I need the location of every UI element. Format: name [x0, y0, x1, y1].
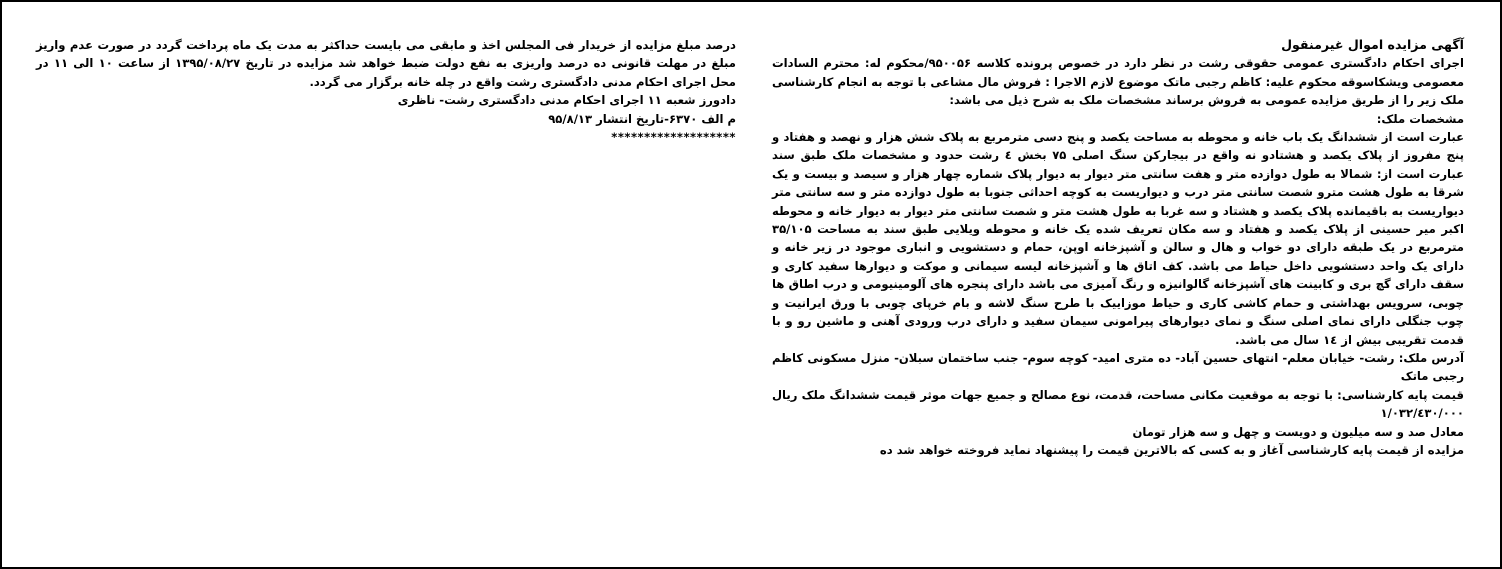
officer-signature-line: دادورز شعبه ۱۱ اجرای احکام مدنی دادگستری رشت- ناظری [397, 93, 736, 108]
property-address-paragraph: آدرس ملک: رشت- خیابان معلم- انتهای حسین آباد- ده متری امید- کوچه سوم- جنب ساختمان سبلان- منزل مسکونی کاظم رجبی ماتک [772, 350, 1464, 384]
notice-left-column [36, 36, 736, 146]
property-description-paragraph: عبارت است از ششدانگ یک باب خانه و محوطه به مساحت یکصد و پنج دسی مترمربع به پلاک شش هزار و نهصد و هفتاد و پنج مفروز از پلاک یکصد و هشتادو نه واقع در بیجارکن سنگ اصلی ۷۵ بخش ٤ رشت حدود و مشخصات ملک طبق سند عبارت است از: شمالا به طول دوازده متر و هفت سانتی متر دیوار به دیوار پلاک شماره چهار هزار و سیصد و بیست و یک شرقا به طول هشت مترو شصت سانتی متر درب و دیواریست به کوچه احداثی جنوبا به طول دوازده متر و سه سانتی متر دیواریست به باقیمانده پلاک یکصد و هشتاد و سه غربا به طول هشت متر و شصت سانتی متر دیوار به دیوار خانه و محوطه اکبر میر حسینی از پلاک یکصد و هفتاد و سه مکان تعریف شده یک خانه و محوطه ویلایی طبق سند به مساحت ۳۵/۱۰۵ مترمربع در یک طبقه دارای دو خواب و هال و سالن و آشپزخانه اوپن، حمام و دستشویی و انباری موجود در زیر خانه و دارای یک واحد دستشویی داخل حیاط می باشد. کف اتاق ها و آشپزخانه لیسه سیمانی و موکت و دیوارها سفید کاری و سقف دارای گچ بری و کابینت های آشپزخانه گالوانیزه و رنگ آمیزی می باشد دارای پنجره های آلومینیومی و درب اطاق ها چوبی، سرویس بهداشتی و حمام کاشی کاری و حیاط موزاییک با طرح سنگ لاشه و بام خرپای چوبی با ورق ایرانیت و چوب جنگلی دارای نمای اصلی سنگ و نمای دیوارهای پیرامونی سیمان سفید و دارای درب ورودی آهنی و ماشین رو و با قدمت تقریبی بیش از ١٤ سال می باشد. [772, 130, 1464, 347]
notice-intro-paragraph: اجرای احکام دادگستری عمومی حقوقی رشت در نظر دارد در خصوص پرونده کلاسه ۹۵۰۰۵۶/محکوم له: محترم السادات معصومی ویشکاسوقه محکوم علیه: کاظم رجبی ماتک موضوع لازم الاجرا : فروش مال مشاعی با توجه به انجام کارشناسی ملک زیر را از طریق مزایده عمومی به فروش برساند مشخصات ملک به شرح ذیل می باشد: [772, 56, 1464, 108]
auction-terms-paragraph: مزایده از قیمت پایه کارشناسی آغاز و به کسی که بالاترین قیمت را پیشنهاد نماید فروخته خواهد شد ده [879, 442, 1464, 457]
payment-terms-paragraph: درصد مبلغ مزایده از خریدار فی المجلس اخذ و مابقی می بایست حداکثر به مدت یک ماه پرداخت گردد در صورت عدم واریز مبلغ در مهلت قانونی ده درصد واریزی به نفع دولت ضبط خواهد شد مزایده در تاریخ ۱۳۹۵/۰۸/۲۷ از ساعت ۱۰ الی ۱۱ در محل اجرای احکام مدنی دادگستری رشت واقع در چله خانه برگزار می گردد. [36, 38, 736, 89]
separator-stars: ******************* [611, 130, 736, 145]
property-specs-heading: مشخصات ملک: [1376, 111, 1464, 126]
base-price-paragraph: قیمت پایه کارشناسی: با توجه به موقعیت مکانی مساحت، قدمت، نوع مصالح و جمیع جهات موثر قیمت ششدانگ ملک ریال ۱/۰۳۲/٤۳۰/۰۰۰ [772, 387, 1464, 421]
notice-right-column [772, 36, 1464, 459]
price-in-words-paragraph: معادل صد و سه میلیون و دویست و چهل و سه هزار تومان [1132, 424, 1464, 439]
publication-info-line: م الف ۶۳۷۰-تاریخ انتشار ۹۵/۸/۱۳ [548, 111, 736, 126]
notice-title: آگهی مزایده اموال غیرمنقول [1281, 37, 1464, 52]
